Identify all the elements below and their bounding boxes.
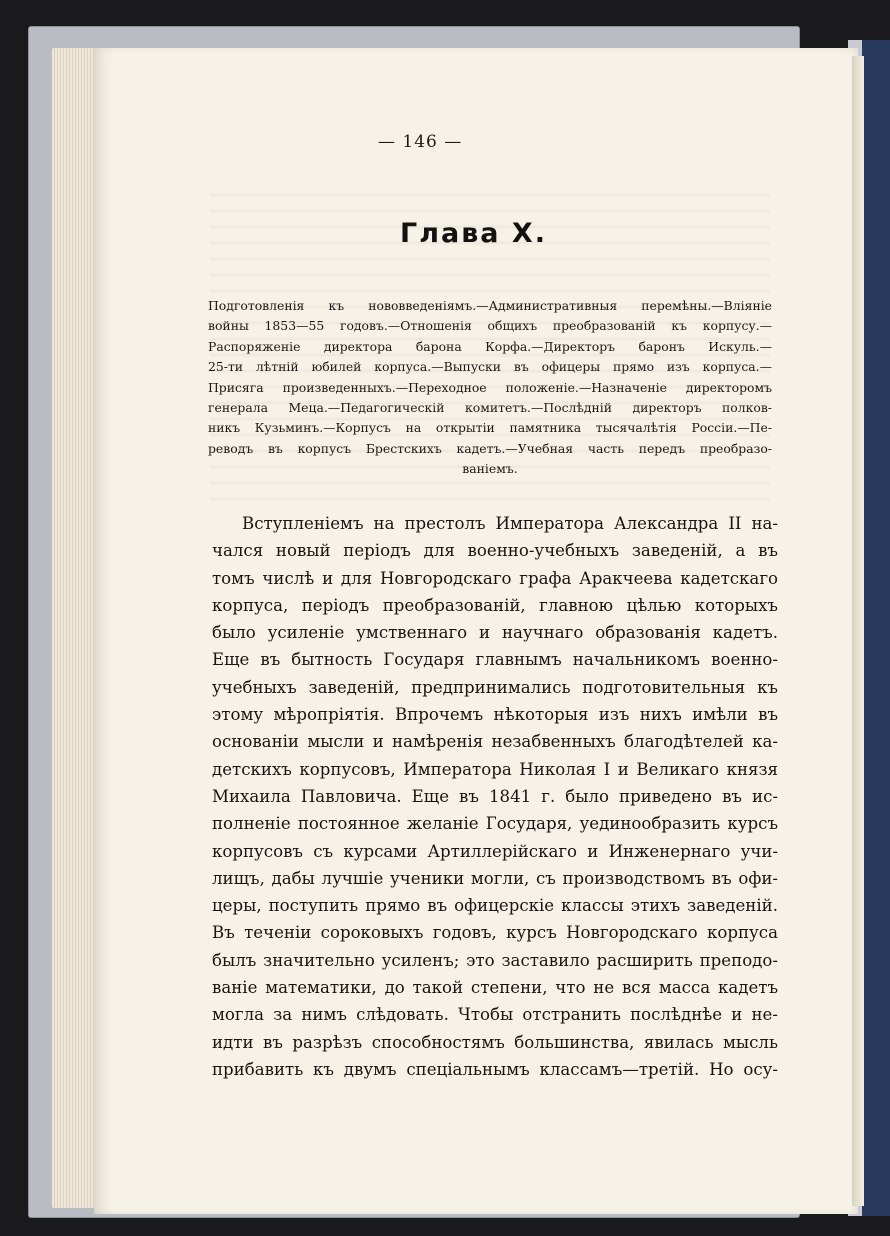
body-line: корпусовъ съ курсами Артиллерійскаго и Инженернаго учи-	[212, 841, 778, 861]
chapter-title: Глава X.	[400, 218, 547, 249]
summary-line: Присяга произведенныхъ.—Переходное положеніе.—Назначеніе директоромъ	[208, 379, 772, 395]
body-line: могла за нимъ слѣдовать. Чтобы отстранить послѣднѣе и не-	[212, 1005, 778, 1025]
body-line: идти въ разрѣзъ способностямъ большинства, явилась мысль	[212, 1032, 778, 1052]
body-line: чался новый періодъ для военно-учебныхъ заведеній, а въ	[212, 541, 778, 561]
body-paragraph	[212, 510, 778, 1083]
body-line: Михаила Павловича. Еще въ 1841 г. было приведено въ ис-	[212, 786, 778, 806]
body-line: Вступленіемъ на престолъ Императора Александра II на-	[242, 514, 778, 533]
summary-line: генерала Меца.—Педагогическій комитетъ.—Послѣдній директоръ полков-	[208, 400, 772, 416]
chapter-summary	[208, 296, 772, 480]
body-line: Еще въ бытность Государя главнымъ начальникомъ военно-	[212, 650, 778, 670]
summary-line: реводъ въ корпусъ Брестскихъ кадетъ.—Учебная часть передъ преобразо-	[208, 440, 772, 456]
summary-line: Распоряженіе директора барона Корфа.—Директоръ баронъ Искуль.—	[208, 338, 772, 354]
summary-line: ваніемъ.	[462, 461, 518, 477]
body-line: прибавить къ двумъ спеціальнымъ классамъ—третій. Но осу-	[212, 1059, 778, 1079]
body-line: церы, поступить прямо въ офицерскіе классы этихъ заведеній.	[212, 896, 778, 916]
summary-line: Подготовленія къ нововведеніямъ.—Административныя перемѣны.—Вліяніе	[208, 298, 772, 313]
body-line: томъ числѣ и для Новгородскаго графа Аракчеева кадетскаго	[212, 568, 778, 588]
body-line: учебныхъ заведеній, предпринимались подготовительныя къ	[212, 677, 778, 697]
body-line: полненіе постоянное желаніе Государя, уединообразить курсъ	[212, 814, 778, 834]
page-number: — 146 —	[378, 132, 463, 152]
body-line: этому мѣропріятія. Впрочемъ нѣкоторыя изъ нихъ имѣли въ	[212, 705, 778, 725]
body-line: ваніе математики, до такой степени, что не вся масса кадетъ	[212, 978, 778, 998]
body-line: корпуса, періодъ преобразованій, главною цѣлью которыхъ	[212, 595, 778, 615]
facing-page-edge	[852, 56, 864, 1206]
summary-line: войны 1853—55 годовъ.—Отношенія общихъ преобразованій къ корпусу.—	[208, 318, 772, 334]
body-line: лищъ, дабы лучшіе ученики могли, съ производствомъ въ офи-	[212, 868, 778, 888]
body-line: детскихъ корпусовъ, Императора Николая I и Великаго князя	[212, 759, 778, 779]
summary-line: никъ Кузьминъ.—Корпусъ на открытіи памятника тысячалѣтія Россіи.—Пе-	[208, 420, 772, 436]
body-line: было усиленіе умственнаго и научнаго образованія кадетъ.	[212, 623, 778, 643]
summary-line: 25-ти лѣтній юбилей корпуса.—Выпуски въ офицеры прямо изъ корпуса.—	[208, 359, 772, 375]
book-spine-shadow	[862, 40, 890, 1216]
body-line: Въ теченіи сороковыхъ годовъ, курсъ Новгородскаго корпуса	[212, 923, 778, 943]
body-line: былъ значительно усиленъ; это заставило расширить преподо-	[212, 950, 778, 970]
body-line: основаніи мысли и намѣренія незабвенныхъ благодѣтелей ка-	[212, 732, 778, 752]
